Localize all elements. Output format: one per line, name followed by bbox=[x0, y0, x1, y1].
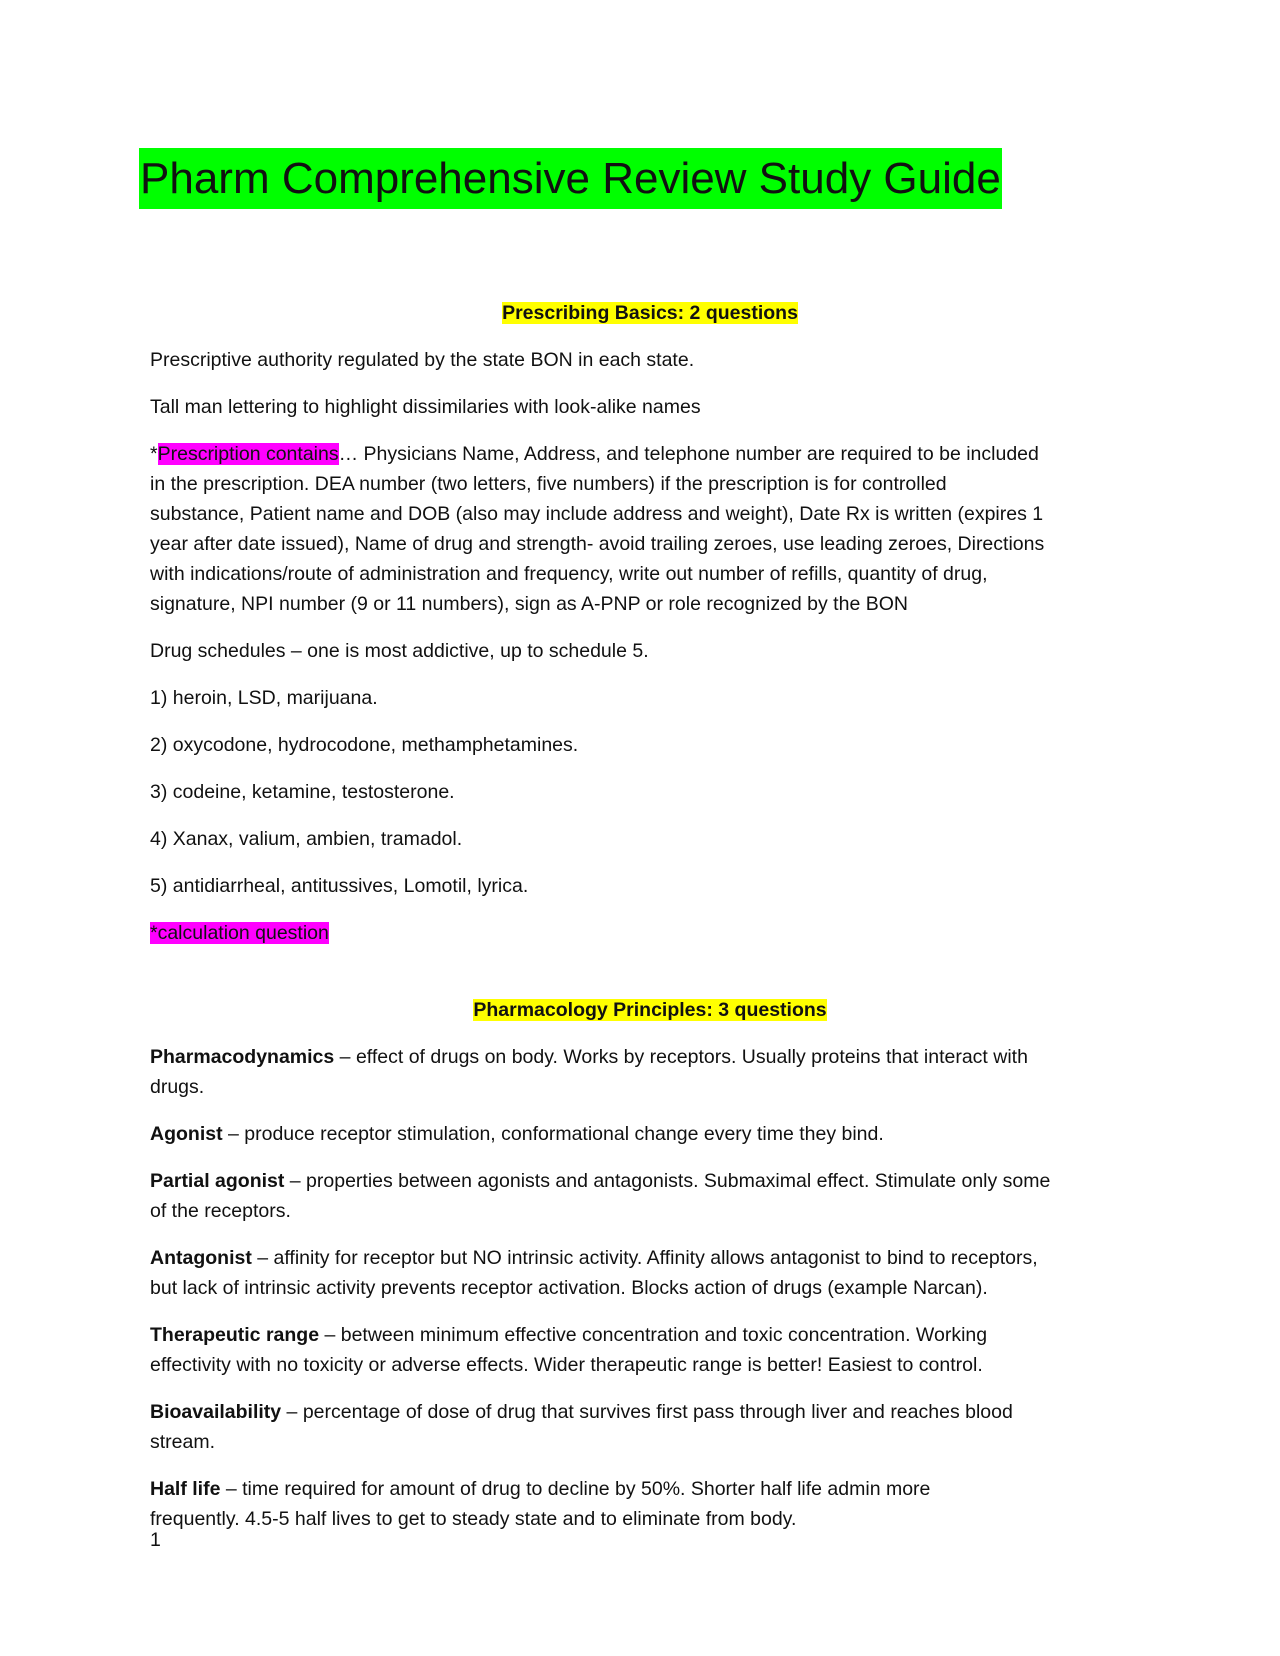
text-span: … Physicians Name, Address, and telephone number are required to be included bbox=[338, 443, 1039, 465]
definition-text: – properties between agonists and antagonists. Submaximal effect. Stimulate only some bbox=[284, 1170, 1051, 1192]
text-line: in the prescription. DEA number (two letters, five numbers) if the prescription is for controlled bbox=[150, 473, 947, 495]
heading-text: Prescribing Basics: 2 questions bbox=[502, 302, 798, 324]
text-line bbox=[150, 1474, 1150, 1504]
text-line bbox=[150, 1320, 1150, 1350]
definition-text: – between minimum effective concentration and toxic concentration. Working bbox=[319, 1324, 988, 1346]
text-line: frequently. 4.5-5 half lives to get to steady state and to eliminate from body. bbox=[150, 1508, 797, 1530]
definition-text: – affinity for receptor but NO intrinsic activity. Affinity allows antagonist to bind to receptors, bbox=[251, 1247, 1038, 1269]
text-line: drugs. bbox=[150, 1076, 205, 1098]
definition-term: Pharmacodynamics bbox=[150, 1046, 335, 1068]
paragraph: Tall man lettering to highlight dissimilaries with look-alike names bbox=[150, 396, 701, 418]
highlight-calculation: *calculation question bbox=[150, 922, 329, 944]
paragraph: Prescriptive authority regulated by the state BON in each state. bbox=[150, 349, 695, 371]
definition-paragraph bbox=[150, 1474, 1150, 1534]
schedule-item: 5) antidiarrheal, antitussives, Lomotil, lyrica. bbox=[150, 875, 529, 897]
calculation-note bbox=[150, 918, 1150, 948]
asterisk: * bbox=[150, 443, 158, 465]
page-number: 1 bbox=[150, 1529, 161, 1551]
prescription-contains-paragraph bbox=[150, 439, 1150, 619]
text-line bbox=[150, 439, 1150, 469]
blank-line bbox=[150, 965, 1150, 995]
paragraph: Drug schedules – one is most addictive, up to schedule 5. bbox=[150, 640, 649, 662]
schedule-item: 2) oxycodone, hydrocodone, methamphetamines. bbox=[150, 734, 579, 756]
text-line bbox=[150, 1166, 1150, 1196]
heading-text: Pharmacology Principles: 3 questions bbox=[473, 999, 827, 1021]
definition-paragraph bbox=[150, 1166, 1150, 1226]
definition-paragraph bbox=[150, 1119, 1150, 1149]
text-line bbox=[150, 1397, 1150, 1427]
document-title: Pharm Comprehensive Review Study Guide bbox=[139, 148, 1002, 209]
definition-text: – produce receptor stimulation, conformational change every time they bind. bbox=[222, 1123, 884, 1145]
text-line: but lack of intrinsic activity prevents receptor activation. Blocks action of drugs (example Narcan). bbox=[150, 1277, 988, 1299]
definition-term: Agonist bbox=[150, 1123, 223, 1145]
definition-paragraph bbox=[150, 1320, 1150, 1380]
definitions-list bbox=[150, 1042, 1150, 1534]
definition-text: – time required for amount of drug to decline by 50%. Shorter half life admin more bbox=[220, 1478, 931, 1500]
text-line bbox=[150, 1243, 1150, 1273]
definition-term: Bioavailability bbox=[150, 1401, 282, 1423]
text-line: of the receptors. bbox=[150, 1200, 291, 1222]
document-body bbox=[150, 298, 1150, 1551]
definition-term: Antagonist bbox=[150, 1247, 252, 1269]
definition-term: Partial agonist bbox=[150, 1170, 285, 1192]
section-heading-prescribing-basics bbox=[150, 298, 1150, 328]
text-line bbox=[150, 1042, 1150, 1072]
schedule-item: 1) heroin, LSD, marijuana. bbox=[150, 687, 378, 709]
text-line: substance, Patient name and DOB (also may include address and weight), Date Rx is written (expires 1 bbox=[150, 503, 1044, 525]
definition-paragraph bbox=[150, 1042, 1150, 1102]
highlight-prescription-contains: Prescription contains bbox=[157, 443, 339, 465]
section-heading-pharmacology-principles bbox=[150, 995, 1150, 1025]
text-line: with indications/route of administration and frequency, write out number of refills, quantity of drug, bbox=[150, 563, 988, 585]
definition-text: – effect of drugs on body. Works by receptors. Usually proteins that interact with bbox=[334, 1046, 1028, 1068]
definition-term: Therapeutic range bbox=[150, 1324, 320, 1346]
text-line bbox=[150, 1119, 1150, 1149]
text-line: effectivity with no toxicity or adverse effects. Wider therapeutic range is better! Easiest to control. bbox=[150, 1354, 983, 1376]
definition-text: – percentage of dose of drug that survives first pass through liver and reaches blood bbox=[281, 1401, 1013, 1423]
text-line: signature, NPI number (9 or 11 numbers), sign as A-PNP or role recognized by the BON bbox=[150, 593, 908, 615]
definition-term: Half life bbox=[150, 1478, 221, 1500]
definition-paragraph bbox=[150, 1397, 1150, 1457]
text-line: year after date issued), Name of drug and strength- avoid trailing zeroes, use leading zeroes, Directions bbox=[150, 533, 1045, 555]
definition-paragraph bbox=[150, 1243, 1150, 1303]
text-line: stream. bbox=[150, 1431, 216, 1453]
schedule-item: 4) Xanax, valium, ambien, tramadol. bbox=[150, 828, 463, 850]
schedule-item: 3) codeine, ketamine, testosterone. bbox=[150, 781, 455, 803]
